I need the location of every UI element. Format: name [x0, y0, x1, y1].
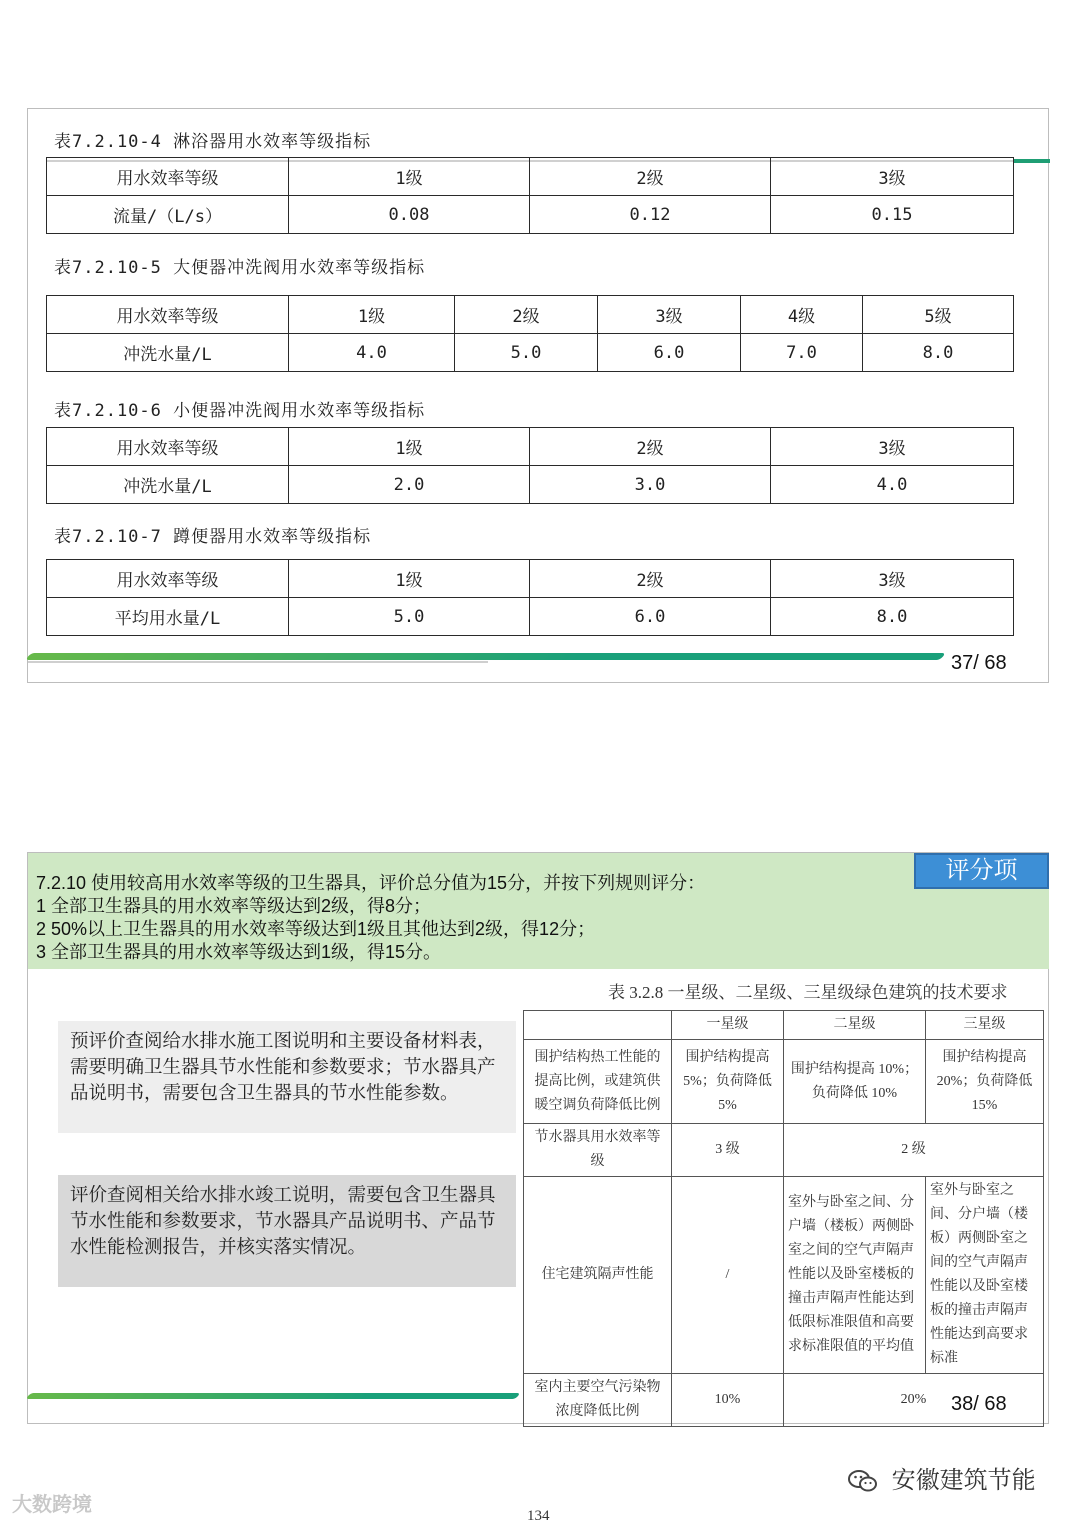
accent-bar	[1013, 159, 1050, 163]
rule-2: 2 50%以上卫生器具的用水效率等级达到1级且其他达到2级，得12分；	[36, 919, 596, 939]
table-cell	[524, 1011, 672, 1040]
table-cell: 室外与卧室之间、分户墙（楼板）两侧卧室之间的空气声隔声性能以及卧室楼板的撞击声隔声性能达到低限标准限值和高要求标准限值的平均值	[784, 1177, 926, 1374]
table-cell: 流量/（L/s）	[47, 196, 289, 234]
table-cell: 一星级	[672, 1011, 784, 1040]
wechat-account	[848, 1460, 1036, 1495]
table-caption: 表7.2.10-5 大便器冲洗阀用水效率等级指标	[54, 258, 426, 278]
table-cell: 室内主要空气污染物浓度降低比例	[524, 1374, 672, 1427]
table-cell: 2 级	[784, 1124, 1044, 1177]
table-cell: 用水效率等级	[47, 560, 289, 598]
table-cell: 用水效率等级	[47, 158, 289, 196]
watermark: 大数跨境	[12, 1492, 92, 1516]
evaluation-note: 评价查阅相关给水排水竣工说明，需要包含卫生器具节水性能和参数要求，节水器具产品说明书、产品节水性能检测报告，并核实落实情况。	[58, 1175, 516, 1287]
accent-bar	[25, 653, 946, 660]
squat-toilet-efficiency-table	[46, 559, 1014, 636]
table-cell: 8.0	[863, 334, 1014, 372]
table-cell: 平均用水量/L	[47, 598, 289, 636]
table-cell: 围护结构提高20%；负荷降低 15%	[926, 1040, 1044, 1124]
table-cell: 2级	[455, 296, 598, 334]
table-cell: 2.0	[289, 466, 530, 504]
table-caption: 表7.2.10-7 蹲便器用水效率等级指标	[54, 527, 372, 547]
table-cell: 4级	[741, 296, 863, 334]
table-cell: 10%	[672, 1374, 784, 1427]
rule-3: 3 全部卫生器具的用水效率等级达到1级，得15分。	[36, 942, 442, 962]
table-cell: 20%	[784, 1374, 1044, 1427]
document-page-number: 134	[527, 1508, 550, 1524]
table-cell: 3级	[598, 296, 741, 334]
table-cell: 5.0	[289, 598, 530, 636]
scoring-item-badge: 评分项	[914, 853, 1049, 889]
table-cell: 8.0	[771, 598, 1014, 636]
table-cell: 室外与卧室之间、分户墙（楼板）两侧卧室之间的空气声隔声性能以及卧室楼板的撞击声隔声性能达到高要求标准	[926, 1177, 1044, 1374]
table-cell: 3级	[771, 158, 1014, 196]
table-caption: 表7.2.10-4 淋浴器用水效率等级指标	[54, 132, 372, 152]
divider	[28, 661, 488, 663]
table-cell: 2级	[530, 560, 771, 598]
table-cell: 6.0	[530, 598, 771, 636]
table-cell: 二星级	[784, 1011, 926, 1040]
table-cell: /	[672, 1177, 784, 1374]
toilet-valve-efficiency-table	[46, 295, 1014, 372]
table-cell: 0.08	[289, 196, 530, 234]
table-cell: 冲洗水量/L	[47, 334, 289, 372]
rule-1: 1 全部卫生器具的用水效率等级达到2级，得8分；	[36, 896, 432, 916]
table-cell: 围护结构提高5%；负荷降低 5%	[672, 1040, 784, 1124]
pre-evaluation-note: 预评价查阅给水排水施工图说明和主要设备材料表，需要明确卫生器具节水性能和参数要求；节水器具产品说明书，需要包含卫生器具的节水性能参数。	[58, 1021, 516, 1133]
table-cell: 用水效率等级	[47, 296, 289, 334]
green-building-requirements-table	[523, 1010, 1044, 1427]
table-cell: 1级	[289, 560, 530, 598]
table-cell: 节水器具用水效率等级	[524, 1124, 672, 1177]
table-cell: 5.0	[455, 334, 598, 372]
table-cell: 1级	[289, 296, 455, 334]
table-cell: 4.0	[289, 334, 455, 372]
table-cell: 5级	[863, 296, 1014, 334]
accent-bar	[25, 1393, 520, 1399]
table-cell: 住宅建筑隔声性能	[524, 1177, 672, 1374]
table-cell: 3 级	[672, 1124, 784, 1177]
wechat-name: 安徽建筑节能	[891, 1466, 1036, 1494]
table-cell: 3级	[771, 428, 1014, 466]
table-cell: 0.15	[771, 196, 1014, 234]
table-cell: 3.0	[530, 466, 771, 504]
clause-title: 7.2.10 使用较高用水效率等级的卫生器具，评价总分值为15分，并按下列规则评分：	[36, 873, 706, 893]
table-cell: 7.0	[741, 334, 863, 372]
urinal-valve-efficiency-table	[46, 427, 1014, 504]
table-cell: 三星级	[926, 1011, 1044, 1040]
scan-table-title: 表 3.2.8 一星级、二星级、三星级绿色建筑的技术要求	[608, 983, 1008, 1002]
table-cell: 用水效率等级	[47, 428, 289, 466]
table-cell: 1级	[289, 158, 530, 196]
table-cell: 2级	[530, 428, 771, 466]
table-cell: 冲洗水量/L	[47, 466, 289, 504]
table-cell: 4.0	[771, 466, 1014, 504]
table-cell: 围护结构提高 10%；负荷降低 10%	[784, 1040, 926, 1124]
table-cell: 1级	[289, 428, 530, 466]
wechat-icon	[848, 1469, 878, 1493]
table-cell: 3级	[771, 560, 1014, 598]
scoring-header	[28, 853, 1049, 969]
table-cell: 0.12	[530, 196, 771, 234]
table-cell: 2级	[530, 158, 771, 196]
shower-efficiency-table	[46, 157, 1014, 234]
table-caption: 表7.2.10-6 小便器冲洗阀用水效率等级指标	[54, 401, 426, 421]
table-cell: 围护结构热工性能的提高比例，或建筑供暖空调负荷降低比例	[524, 1040, 672, 1124]
page-number: 38/ 68	[951, 1393, 1007, 1415]
table-cell: 6.0	[598, 334, 741, 372]
page-number: 37/ 68	[951, 652, 1007, 674]
slide-37	[27, 108, 1049, 683]
